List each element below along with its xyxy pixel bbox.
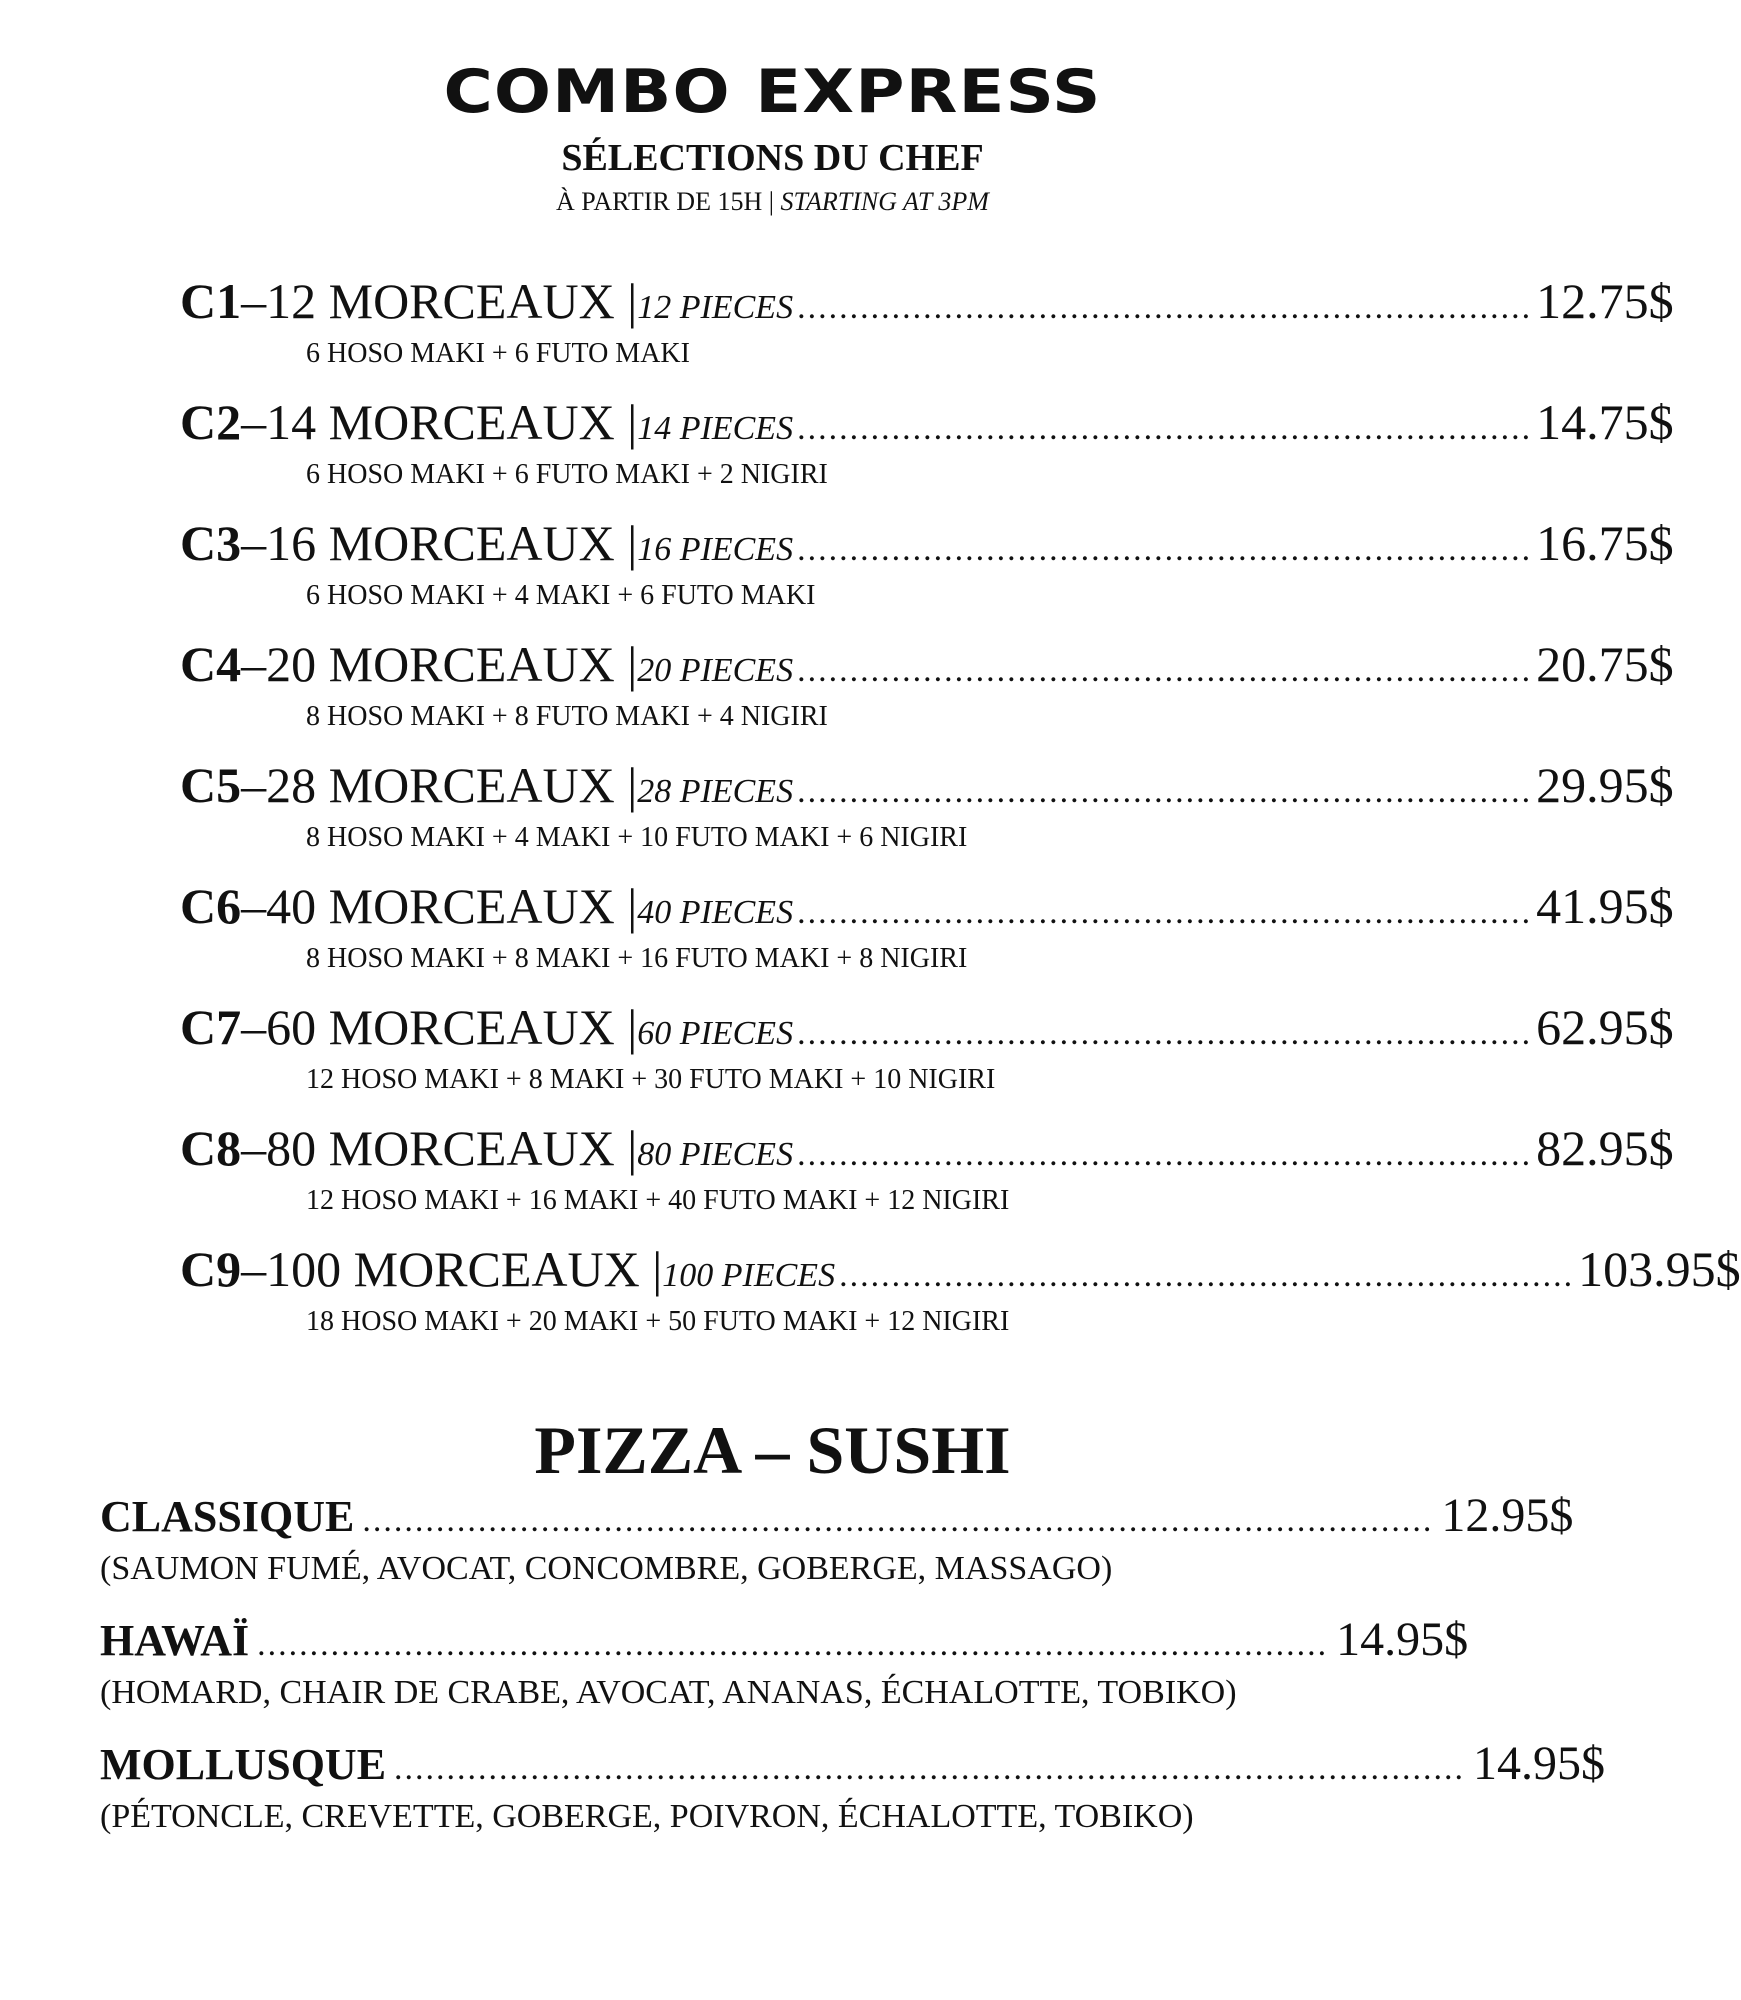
combo-pieces-en: 40 PIECES bbox=[637, 894, 794, 931]
combo-item bbox=[180, 1240, 1741, 1361]
pizza-item bbox=[100, 1612, 1469, 1736]
combo-pieces-en: 12 PIECES bbox=[637, 289, 794, 326]
combo-item bbox=[180, 272, 1674, 393]
combo-price: 12.75$ bbox=[1536, 273, 1674, 329]
dot-leader: ...................................................................... bbox=[797, 894, 1533, 931]
combo-item bbox=[180, 393, 1674, 514]
page-subtitle: SÉLECTIONS DU CHEF bbox=[561, 137, 984, 179]
hours-en: STARTING AT 3PM bbox=[780, 187, 989, 216]
combo-pieces-fr: 40 MORCEAUX | bbox=[266, 878, 638, 934]
dot-leader: ...................................................................... bbox=[797, 531, 1533, 568]
combo-price: 62.95$ bbox=[1536, 999, 1674, 1055]
pizza-list bbox=[100, 1488, 1606, 1860]
pizza-name: HAWAÏ bbox=[100, 1616, 250, 1665]
combo-separator: – bbox=[241, 636, 267, 692]
combo-pieces-en: 20 PIECES bbox=[637, 652, 794, 689]
combo-code: C5 bbox=[180, 757, 242, 813]
combo-price: 29.95$ bbox=[1536, 757, 1674, 813]
combo-code: C3 bbox=[180, 515, 242, 571]
combo-pieces-en: 16 PIECES bbox=[637, 531, 794, 568]
combo-description: 8 HOSO MAKI + 8 FUTO MAKI + 4 NIGIRI bbox=[306, 701, 828, 732]
combo-code: C2 bbox=[180, 394, 242, 450]
combo-item bbox=[180, 877, 1674, 998]
combo-code: C4 bbox=[180, 636, 242, 692]
combo-separator: – bbox=[241, 757, 267, 813]
dot-leader: ...................................................................... bbox=[797, 289, 1533, 326]
combo-price: 41.95$ bbox=[1536, 878, 1674, 934]
combo-item bbox=[180, 756, 1674, 877]
menu-header bbox=[0, 58, 1545, 218]
dot-leader: ...................................................................... bbox=[797, 410, 1533, 447]
pizza-price: 14.95$ bbox=[1336, 1613, 1469, 1666]
combo-description: 12 HOSO MAKI + 8 MAKI + 30 FUTO MAKI + 10 NIGIRI bbox=[306, 1064, 996, 1095]
combo-list bbox=[180, 272, 1741, 1361]
combo-price: 16.75$ bbox=[1536, 515, 1674, 571]
combo-code: C8 bbox=[180, 1120, 242, 1176]
combo-separator: – bbox=[241, 999, 267, 1055]
combo-description: 6 HOSO MAKI + 6 FUTO MAKI bbox=[306, 338, 690, 369]
combo-description: 18 HOSO MAKI + 20 MAKI + 50 FUTO MAKI + 12 NIGIRI bbox=[306, 1306, 1010, 1337]
pizza-price: 14.95$ bbox=[1473, 1737, 1606, 1790]
combo-separator: – bbox=[241, 1120, 267, 1176]
combo-description: 6 HOSO MAKI + 4 MAKI + 6 FUTO MAKI bbox=[306, 580, 816, 611]
pizza-section-title: PIZZA – SUSHI bbox=[534, 1412, 1011, 1488]
combo-item bbox=[180, 998, 1674, 1119]
combo-separator: – bbox=[241, 878, 267, 934]
dot-leader: ...................................................................................................... bbox=[394, 1750, 1466, 1787]
combo-pieces-fr: 60 MORCEAUX | bbox=[266, 999, 638, 1055]
combo-pieces-en: 80 PIECES bbox=[637, 1136, 794, 1173]
combo-separator: – bbox=[241, 394, 267, 450]
dot-leader: ...................................................................... bbox=[797, 1015, 1533, 1052]
combo-pieces-fr: 80 MORCEAUX | bbox=[266, 1120, 638, 1176]
pizza-name: CLASSIQUE bbox=[100, 1492, 355, 1541]
combo-pieces-fr: 16 MORCEAUX | bbox=[266, 515, 638, 571]
combo-pieces-fr: 20 MORCEAUX | bbox=[266, 636, 638, 692]
pizza-ingredients: (SAUMON FUMÉ, AVOCAT, CONCOMBRE, GOBERGE, MASSAGO) bbox=[100, 1550, 1113, 1587]
combo-price: 14.75$ bbox=[1536, 394, 1674, 450]
page-title: COMBO EXPRESS bbox=[443, 57, 1102, 127]
combo-price: 103.95$ bbox=[1578, 1241, 1741, 1297]
combo-description: 8 HOSO MAKI + 8 MAKI + 16 FUTO MAKI + 8 NIGIRI bbox=[306, 943, 968, 974]
dot-leader: ...................................................................................................... bbox=[257, 1626, 1329, 1663]
dot-leader: ...................................................................... bbox=[797, 773, 1533, 810]
dot-leader: ...................................................................... bbox=[797, 1136, 1533, 1173]
pizza-item bbox=[100, 1488, 1574, 1612]
combo-code: C7 bbox=[180, 999, 242, 1055]
pizza-price: 12.95$ bbox=[1441, 1489, 1574, 1542]
combo-pieces-en: 100 PIECES bbox=[662, 1257, 836, 1294]
hours-line bbox=[0, 186, 1545, 218]
combo-pieces-fr: 12 MORCEAUX | bbox=[266, 273, 638, 329]
combo-code: C6 bbox=[180, 878, 242, 934]
combo-pieces-fr: 100 MORCEAUX | bbox=[266, 1241, 663, 1297]
pizza-name: MOLLUSQUE bbox=[100, 1740, 387, 1789]
combo-pieces-en: 28 PIECES bbox=[637, 773, 794, 810]
combo-pieces-fr: 14 MORCEAUX | bbox=[266, 394, 638, 450]
combo-pieces-fr: 28 MORCEAUX | bbox=[266, 757, 638, 813]
combo-separator: – bbox=[241, 273, 267, 329]
combo-separator: – bbox=[241, 515, 267, 571]
combo-description: 12 HOSO MAKI + 16 MAKI + 40 FUTO MAKI + 12 NIGIRI bbox=[306, 1185, 1010, 1216]
combo-item bbox=[180, 514, 1674, 635]
combo-code: C1 bbox=[180, 273, 242, 329]
hours-fr: À PARTIR DE 15H | bbox=[556, 187, 781, 216]
combo-item bbox=[180, 635, 1674, 756]
dot-leader: ...................................................................... bbox=[797, 652, 1533, 689]
combo-code: C9 bbox=[180, 1241, 242, 1297]
pizza-ingredients: (PÉTONCLE, CREVETTE, GOBERGE, POIVRON, ÉCHALOTTE, TOBIKO) bbox=[100, 1798, 1194, 1835]
combo-item bbox=[180, 1119, 1674, 1240]
combo-price: 82.95$ bbox=[1536, 1120, 1674, 1176]
combo-pieces-en: 60 PIECES bbox=[637, 1015, 794, 1052]
combo-price: 20.75$ bbox=[1536, 636, 1674, 692]
combo-pieces-en: 14 PIECES bbox=[637, 410, 794, 447]
pizza-item bbox=[100, 1736, 1606, 1860]
combo-description: 6 HOSO MAKI + 6 FUTO MAKI + 2 NIGIRI bbox=[306, 459, 828, 490]
dot-leader: ...................................................................................................... bbox=[362, 1502, 1434, 1539]
dot-leader: ...................................................................... bbox=[839, 1257, 1575, 1294]
pizza-ingredients: (HOMARD, CHAIR DE CRABE, AVOCAT, ANANAS, ÉCHALOTTE, TOBIKO) bbox=[100, 1674, 1237, 1711]
combo-description: 8 HOSO MAKI + 4 MAKI + 10 FUTO MAKI + 6 NIGIRI bbox=[306, 822, 968, 853]
combo-separator: – bbox=[241, 1241, 267, 1297]
